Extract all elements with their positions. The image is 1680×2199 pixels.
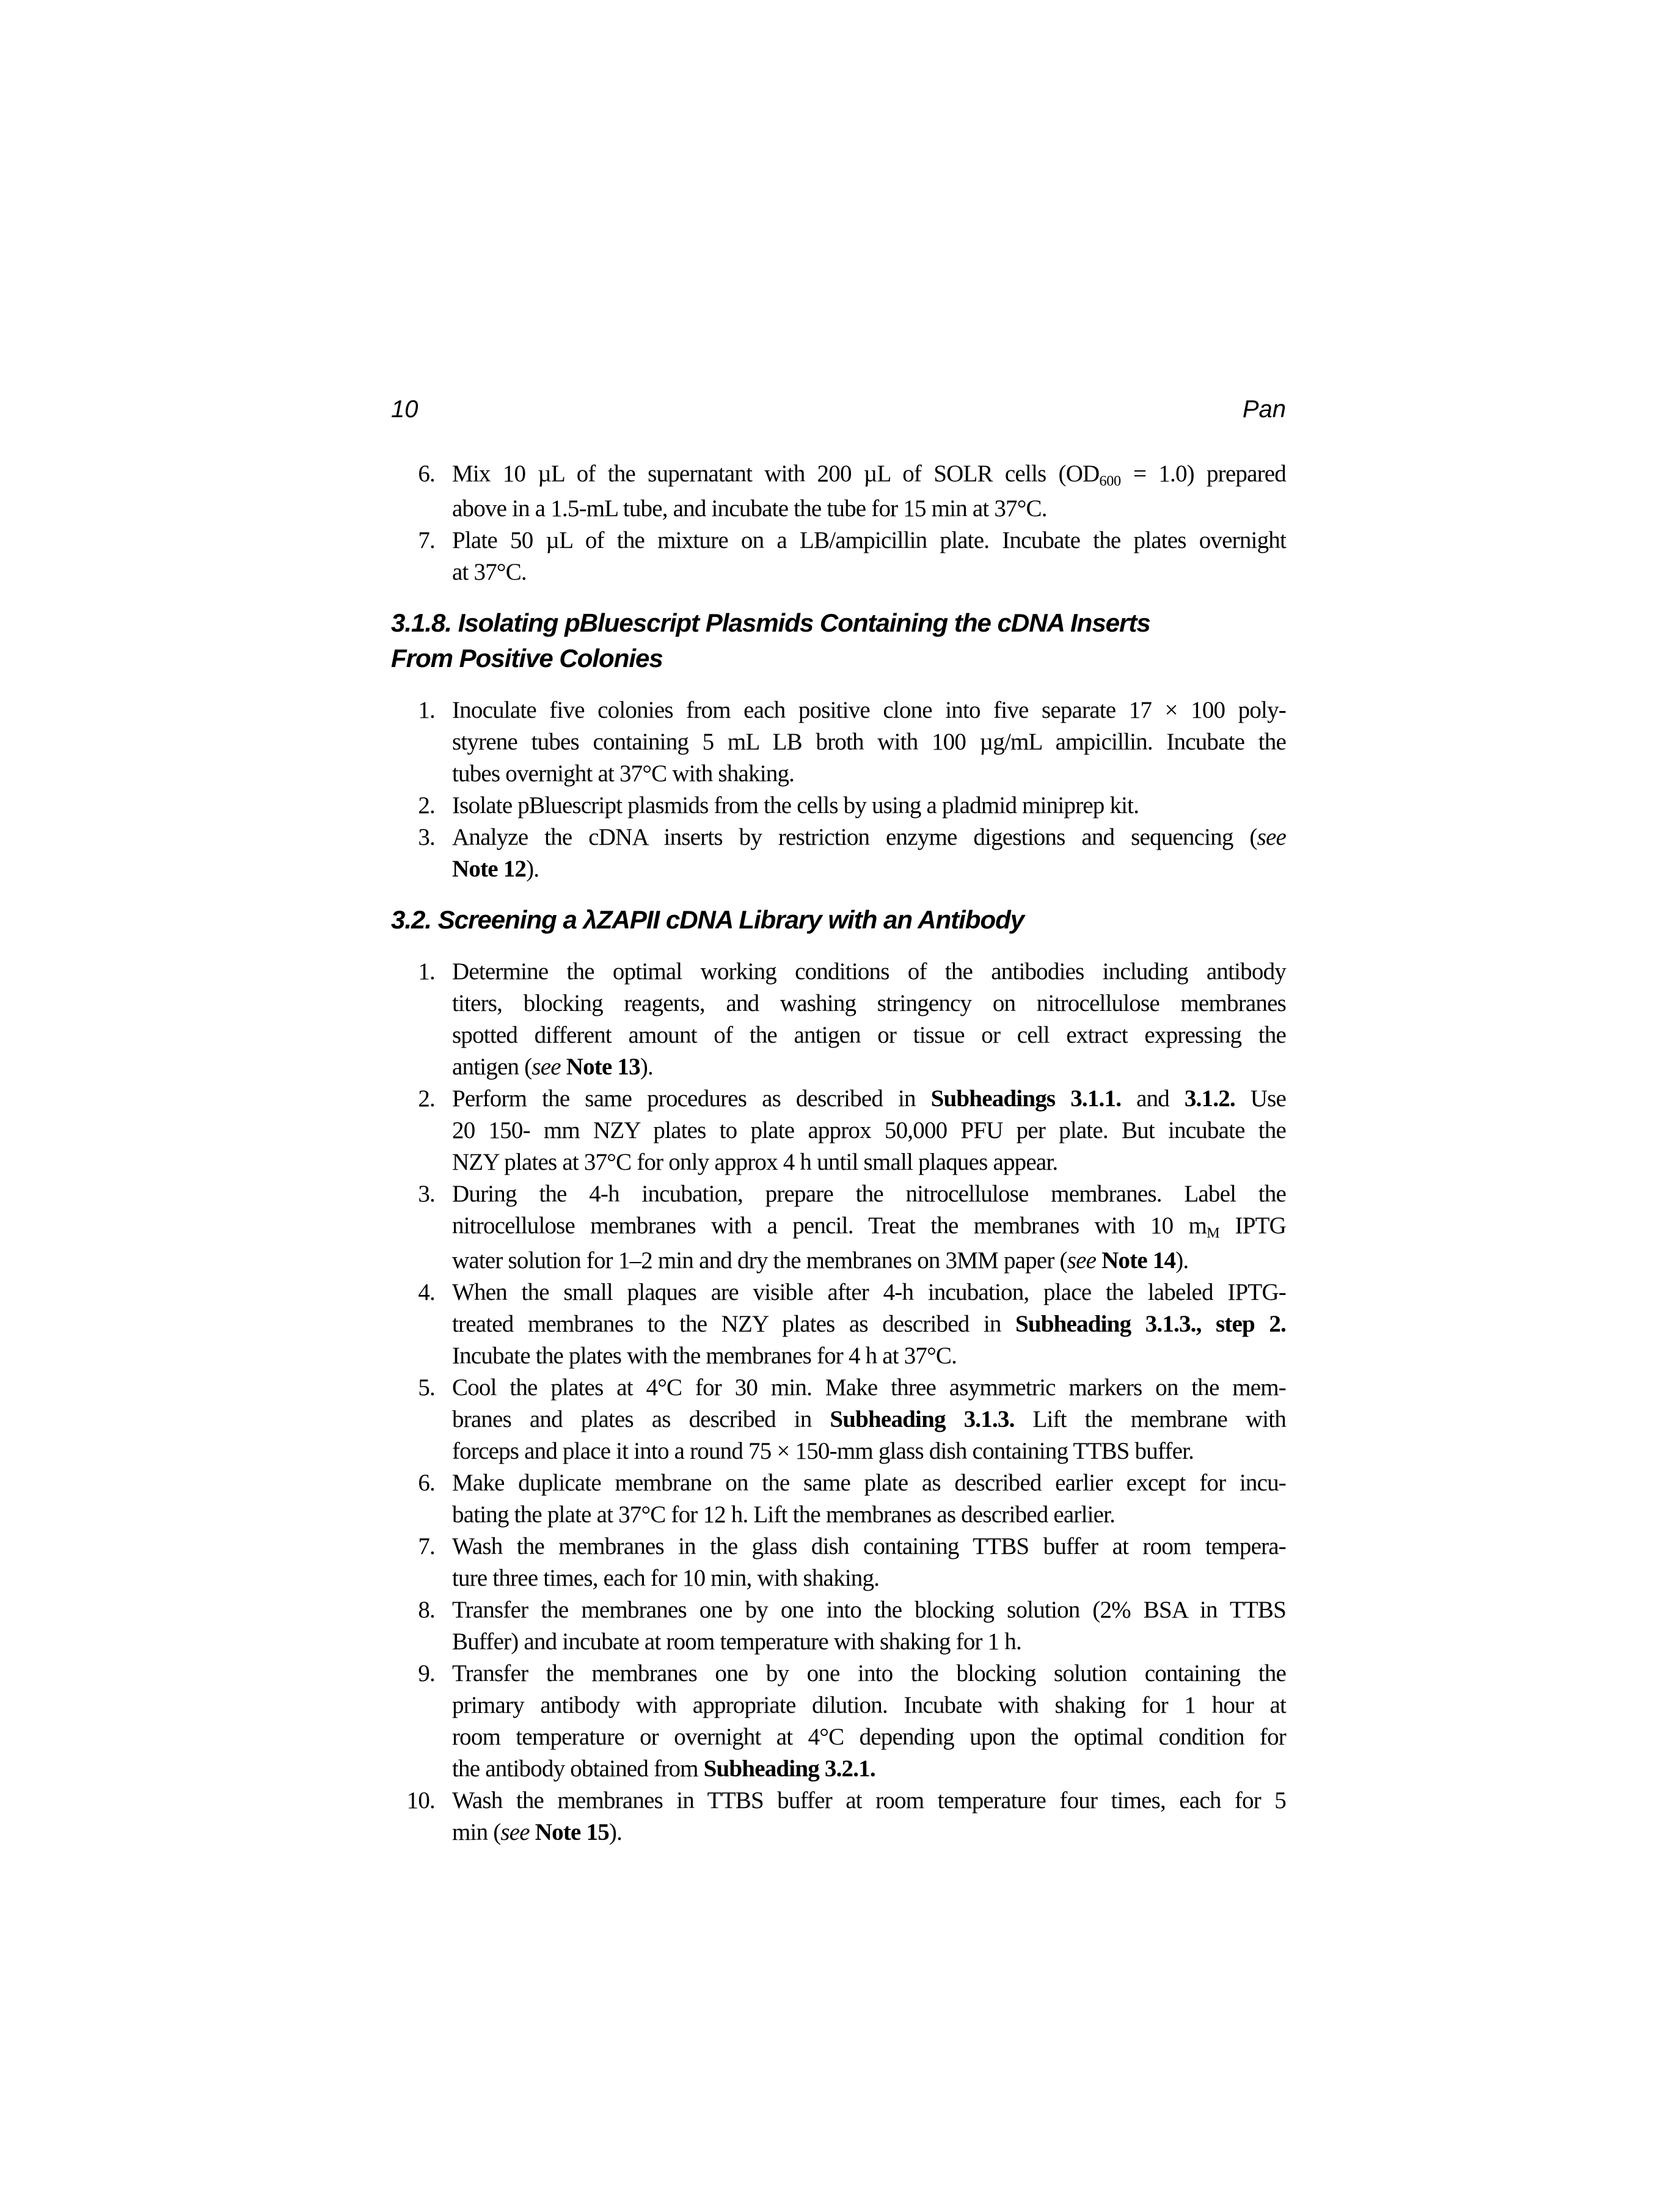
list-item <box>391 1785 1286 1848</box>
item-text <box>452 1658 1286 1785</box>
bold-text: Subheading 3.1.3. <box>830 1406 1015 1432</box>
list-item <box>391 790 1286 822</box>
item-number: 5. <box>418 1374 435 1401</box>
item-text <box>452 1467 1286 1531</box>
item-number: 9. <box>418 1660 435 1687</box>
list-item <box>391 822 1286 885</box>
text-line <box>452 1753 1286 1785</box>
text-line <box>452 822 1286 853</box>
text-segment: Analyze the cDNA inserts by restriction enzyme digestions and sequencing ( <box>452 824 1257 850</box>
item-number: 3. <box>418 824 435 850</box>
text-segment <box>561 1054 566 1080</box>
text-segment: Buffer) and incubate at room temperature with shaking for 1 h. <box>452 1628 1021 1655</box>
item-number: 1. <box>418 958 435 985</box>
list-item <box>391 1594 1286 1658</box>
text-segment: nitrocellulose membranes with a pencil. Treat the membranes with 10 m <box>452 1213 1207 1239</box>
text-line <box>452 1210 1286 1245</box>
bold-text: Note 14 <box>1101 1247 1176 1274</box>
text-line <box>452 1245 1286 1277</box>
text-segment: treated membranes to the NZY plates as described in <box>452 1311 1015 1337</box>
page-body <box>391 458 1286 1848</box>
text-segment: titers, blocking reagents, and washing stringency on nitrocellulose membranes <box>452 990 1286 1016</box>
item-number: 3. <box>418 1181 435 1207</box>
page-number: 10 <box>391 396 418 423</box>
item-text <box>452 695 1286 790</box>
text-line <box>452 1404 1286 1435</box>
item-number: 2. <box>418 1085 435 1112</box>
italic-text: see <box>1067 1247 1097 1274</box>
text-segment <box>1096 1247 1101 1274</box>
item-text <box>452 1178 1286 1277</box>
list-item <box>391 1277 1286 1372</box>
text-segment: Inoculate five colonies from each positive clone into five separate 17 × 100 poly- <box>452 697 1286 723</box>
text-line <box>452 1308 1286 1340</box>
text-segment: at 37°C. <box>452 559 527 585</box>
item-number: 7. <box>418 527 435 553</box>
subscript-text: M <box>1207 1224 1220 1241</box>
text-segment: Use <box>1235 1085 1286 1112</box>
page-header <box>391 396 1286 423</box>
text-segment: NZY plates at 37°C for only approx 4 h until small plaques appear. <box>452 1149 1058 1175</box>
text-segment: tubes overnight at 37°C with shaking. <box>452 760 795 787</box>
text-line <box>452 1817 1286 1848</box>
item-number: 8. <box>418 1597 435 1623</box>
text-segment: Determine the optimal working conditions of the antibodies including antibody <box>452 958 1286 985</box>
item-number: 10. <box>406 1787 435 1814</box>
text-line <box>452 1115 1286 1147</box>
text-line <box>452 458 1286 493</box>
text-line <box>452 493 1286 525</box>
text-segment: Transfer the membranes one by one into the blocking solution (2% BSA in TTBS <box>452 1597 1286 1623</box>
item-number: 1. <box>418 697 435 723</box>
text-segment: ). <box>608 1819 623 1845</box>
text-segment: Mix 10 µL of the supernatant with 200 µL of SOLR cells (OD <box>452 461 1100 487</box>
list-item <box>391 695 1286 790</box>
text-segment: and <box>1121 1085 1185 1112</box>
text-segment: room temperature or overnight at 4°C depending upon the optimal condition for <box>452 1724 1286 1750</box>
text-line <box>452 790 1286 822</box>
italic-text: see <box>531 1054 561 1080</box>
text-segment: Incubate the plates with the membranes for 4 h at 37°C. <box>452 1343 957 1369</box>
item-number: 7. <box>418 1533 435 1559</box>
item-text <box>452 822 1286 885</box>
text-segment: ). <box>1175 1247 1189 1274</box>
item-text <box>452 1785 1286 1848</box>
italic-text: see <box>1257 824 1286 850</box>
text-segment: IPTG <box>1219 1213 1287 1239</box>
text-line <box>452 1563 1286 1594</box>
bold-text: Subheading 3.1.3., step 2. <box>1015 1311 1286 1337</box>
text-line <box>452 1499 1286 1531</box>
text-segment: Transfer the membranes one by one into the blocking solution containing the <box>452 1660 1286 1687</box>
item-text <box>452 1531 1286 1594</box>
text-segment: primary antibody with appropriate dilution. Incubate with shaking for 1 hour at <box>452 1692 1286 1718</box>
item-number: 6. <box>418 1470 435 1496</box>
text-line <box>452 1658 1286 1690</box>
text-line <box>452 695 1286 726</box>
item-number: 2. <box>418 792 435 819</box>
text-segment: ). <box>526 856 539 882</box>
bold-text: Note 12 <box>452 856 527 882</box>
text-line <box>452 1019 1286 1051</box>
list-item <box>391 1083 1286 1178</box>
text-segment: = 1.0) prepared <box>1120 461 1286 487</box>
text-segment: Wash the membranes in the glass dish containing TTBS buffer at room tempera- <box>452 1533 1286 1559</box>
numbered-list <box>391 956 1286 1848</box>
item-text <box>452 1372 1286 1467</box>
text-line <box>452 956 1286 988</box>
text-line <box>452 1785 1286 1817</box>
bold-text: Subheadings 3.1.1. <box>930 1085 1122 1112</box>
text-segment: styrene tubes containing 5 mL LB broth with 100 µg/mL ampicillin. Incubate the <box>452 729 1286 755</box>
bold-text: Subheading 3.2.1. <box>703 1756 875 1782</box>
text-segment: Wash the membranes in TTBS buffer at room temperature four times, each for 5 <box>452 1787 1286 1814</box>
running-author: Pan <box>1242 396 1286 423</box>
text-segment: antigen ( <box>452 1054 532 1080</box>
text-segment: ture three times, each for 10 min, with shaking. <box>452 1565 880 1591</box>
item-text <box>452 458 1286 525</box>
text-segment <box>530 1819 535 1845</box>
list-item <box>391 1467 1286 1531</box>
text-segment: above in a 1.5-mL tube, and incubate the tube for 15 min at 37°C. <box>452 495 1047 522</box>
text-line <box>452 1626 1286 1658</box>
item-text <box>452 790 1286 822</box>
text-segment: forceps and place it into a round 75 × 150-mm glass dish containing TTBS buffer. <box>452 1438 1194 1464</box>
text-line <box>452 525 1286 556</box>
text-segment: During the 4-h incubation, prepare the nitrocellulose membranes. Label the <box>452 1181 1286 1207</box>
item-number: 4. <box>418 1279 435 1305</box>
bold-text: 3.1.2. <box>1184 1085 1235 1112</box>
text-line <box>452 1051 1286 1083</box>
text-segment: the antibody obtained from <box>452 1756 704 1782</box>
item-text <box>452 1277 1286 1372</box>
list-item <box>391 956 1286 1083</box>
numbered-list <box>391 458 1286 588</box>
text-segment: ). <box>640 1054 653 1080</box>
text-line <box>452 1083 1286 1115</box>
text-line <box>452 1467 1286 1499</box>
list-item <box>391 1178 1286 1277</box>
subscript-text: 600 <box>1099 472 1121 489</box>
text-segment: spotted different amount of the antigen or tissue or cell extract expressing the <box>452 1022 1286 1048</box>
text-line <box>452 1435 1286 1467</box>
text-segment: bating the plate at 37°C for 12 h. Lift the membranes as described earlier. <box>452 1501 1116 1528</box>
bold-text: Note 15 <box>535 1819 609 1845</box>
text-segment: 20 150- mm NZY plates to plate approx 50,000 PFU per plate. But incubate the <box>452 1117 1286 1143</box>
text-line <box>452 1147 1286 1178</box>
item-number: 6. <box>418 461 435 487</box>
item-text <box>452 956 1286 1083</box>
heading-line: 3.2. Screening a λZAPII cDNA Library with an Antibody <box>391 905 1024 934</box>
text-line <box>452 988 1286 1019</box>
heading-line: From Positive Colonies <box>391 644 663 673</box>
text-segment: branes and plates as described in <box>452 1406 830 1432</box>
page-content <box>391 396 1286 1848</box>
text-line <box>452 556 1286 588</box>
text-segment: When the small plaques are visible after 4-h incubation, place the labeled IPTG- <box>452 1279 1286 1305</box>
item-text <box>452 1083 1286 1178</box>
text-segment: Cool the plates at 4°C for 30 min. Make three asymmetric markers on the mem- <box>452 1374 1286 1401</box>
numbered-list <box>391 695 1286 885</box>
item-text <box>452 525 1286 588</box>
italic-text: see <box>500 1819 530 1845</box>
text-line <box>452 1531 1286 1563</box>
item-text <box>452 1594 1286 1658</box>
text-line <box>452 726 1286 758</box>
text-segment: Plate 50 µL of the mixture on a LB/ampicillin plate. Incubate the plates overnight <box>452 527 1286 553</box>
section-heading <box>391 902 1286 938</box>
list-item <box>391 1531 1286 1594</box>
text-line <box>452 758 1286 790</box>
text-line <box>452 1340 1286 1372</box>
text-line <box>452 1594 1286 1626</box>
text-segment: Perform the same procedures as described in <box>452 1085 931 1112</box>
bold-text: Note 13 <box>566 1054 640 1080</box>
list-item <box>391 458 1286 525</box>
list-item <box>391 525 1286 588</box>
text-line <box>452 1178 1286 1210</box>
text-segment: water solution for 1–2 min and dry the membranes on 3MM paper ( <box>452 1247 1067 1274</box>
list-item <box>391 1658 1286 1785</box>
text-line <box>452 853 1286 885</box>
text-line <box>452 1372 1286 1404</box>
text-segment: min ( <box>452 1819 501 1845</box>
text-line <box>452 1721 1286 1753</box>
text-line <box>452 1690 1286 1721</box>
text-line <box>452 1277 1286 1308</box>
section-heading <box>391 605 1286 676</box>
text-segment: Make duplicate membrane on the same plate as described earlier except for incu- <box>452 1470 1286 1496</box>
text-segment: Isolate pBluescript plasmids from the cells by using a pladmid miniprep kit. <box>452 792 1139 819</box>
list-item <box>391 1372 1286 1467</box>
heading-line: 3.1.8. Isolating pBluescript Plasmids Containing the cDNA Inserts <box>391 608 1150 637</box>
text-segment: Lift the membrane with <box>1014 1406 1287 1432</box>
